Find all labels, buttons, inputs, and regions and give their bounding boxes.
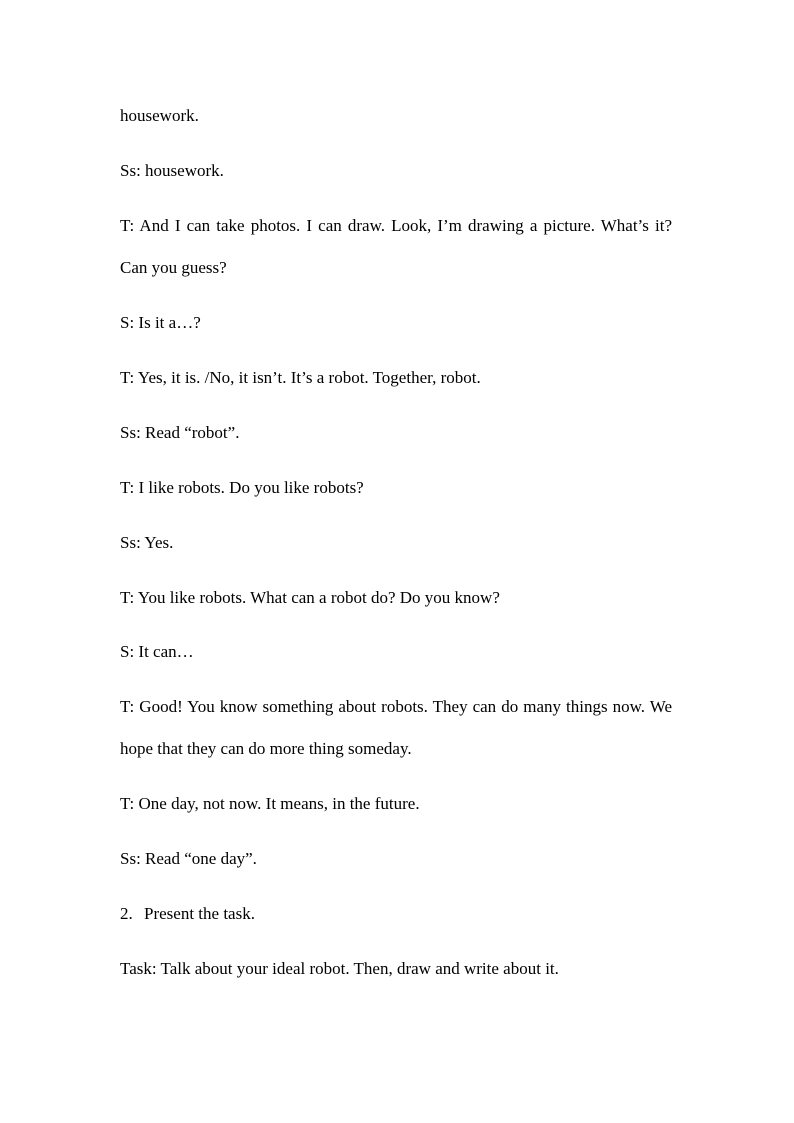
text-line-read-robot: Ss: Read “robot”.	[120, 423, 240, 442]
text-line-housework: housework.	[120, 106, 199, 125]
text-line-like-robots: T: I like robots. Do you like robots?	[120, 478, 364, 497]
text-line-task: Task: Talk about your ideal robot. Then, draw and write about it.	[120, 959, 559, 978]
text-line-read-one-day: Ss: Read “one day”.	[120, 849, 257, 868]
list-item-number: 2.	[120, 904, 133, 923]
text-paragraph-know-something: T: Good! You know something about robots. They can do many things now. We hope that they can do more thing someday.	[120, 697, 672, 758]
text-line-one-day-future: T: One day, not now. It means, in the future.	[120, 794, 420, 813]
text-line-what-can-robot-do: T: You like robots. What can a robot do? Do you know?	[120, 588, 500, 607]
text-line-ss-yes: Ss: Yes.	[120, 533, 174, 552]
text-line-it-can: S: It can…	[120, 642, 194, 661]
list-item-text: Present the task.	[144, 904, 255, 923]
list-item-present-task	[120, 893, 672, 935]
text-line-ss-housework: Ss: housework.	[120, 161, 224, 180]
text-line-its-a-robot: T: Yes, it is. /No, it isn’t. It’s a robot. Together, robot.	[120, 368, 481, 387]
text-paragraph-take-photos: T: And I can take photos. I can draw. Look, I’m drawing a picture. What’s it? Can you guess?	[120, 216, 672, 277]
text-line-is-it: S: Is it a…?	[120, 313, 201, 332]
